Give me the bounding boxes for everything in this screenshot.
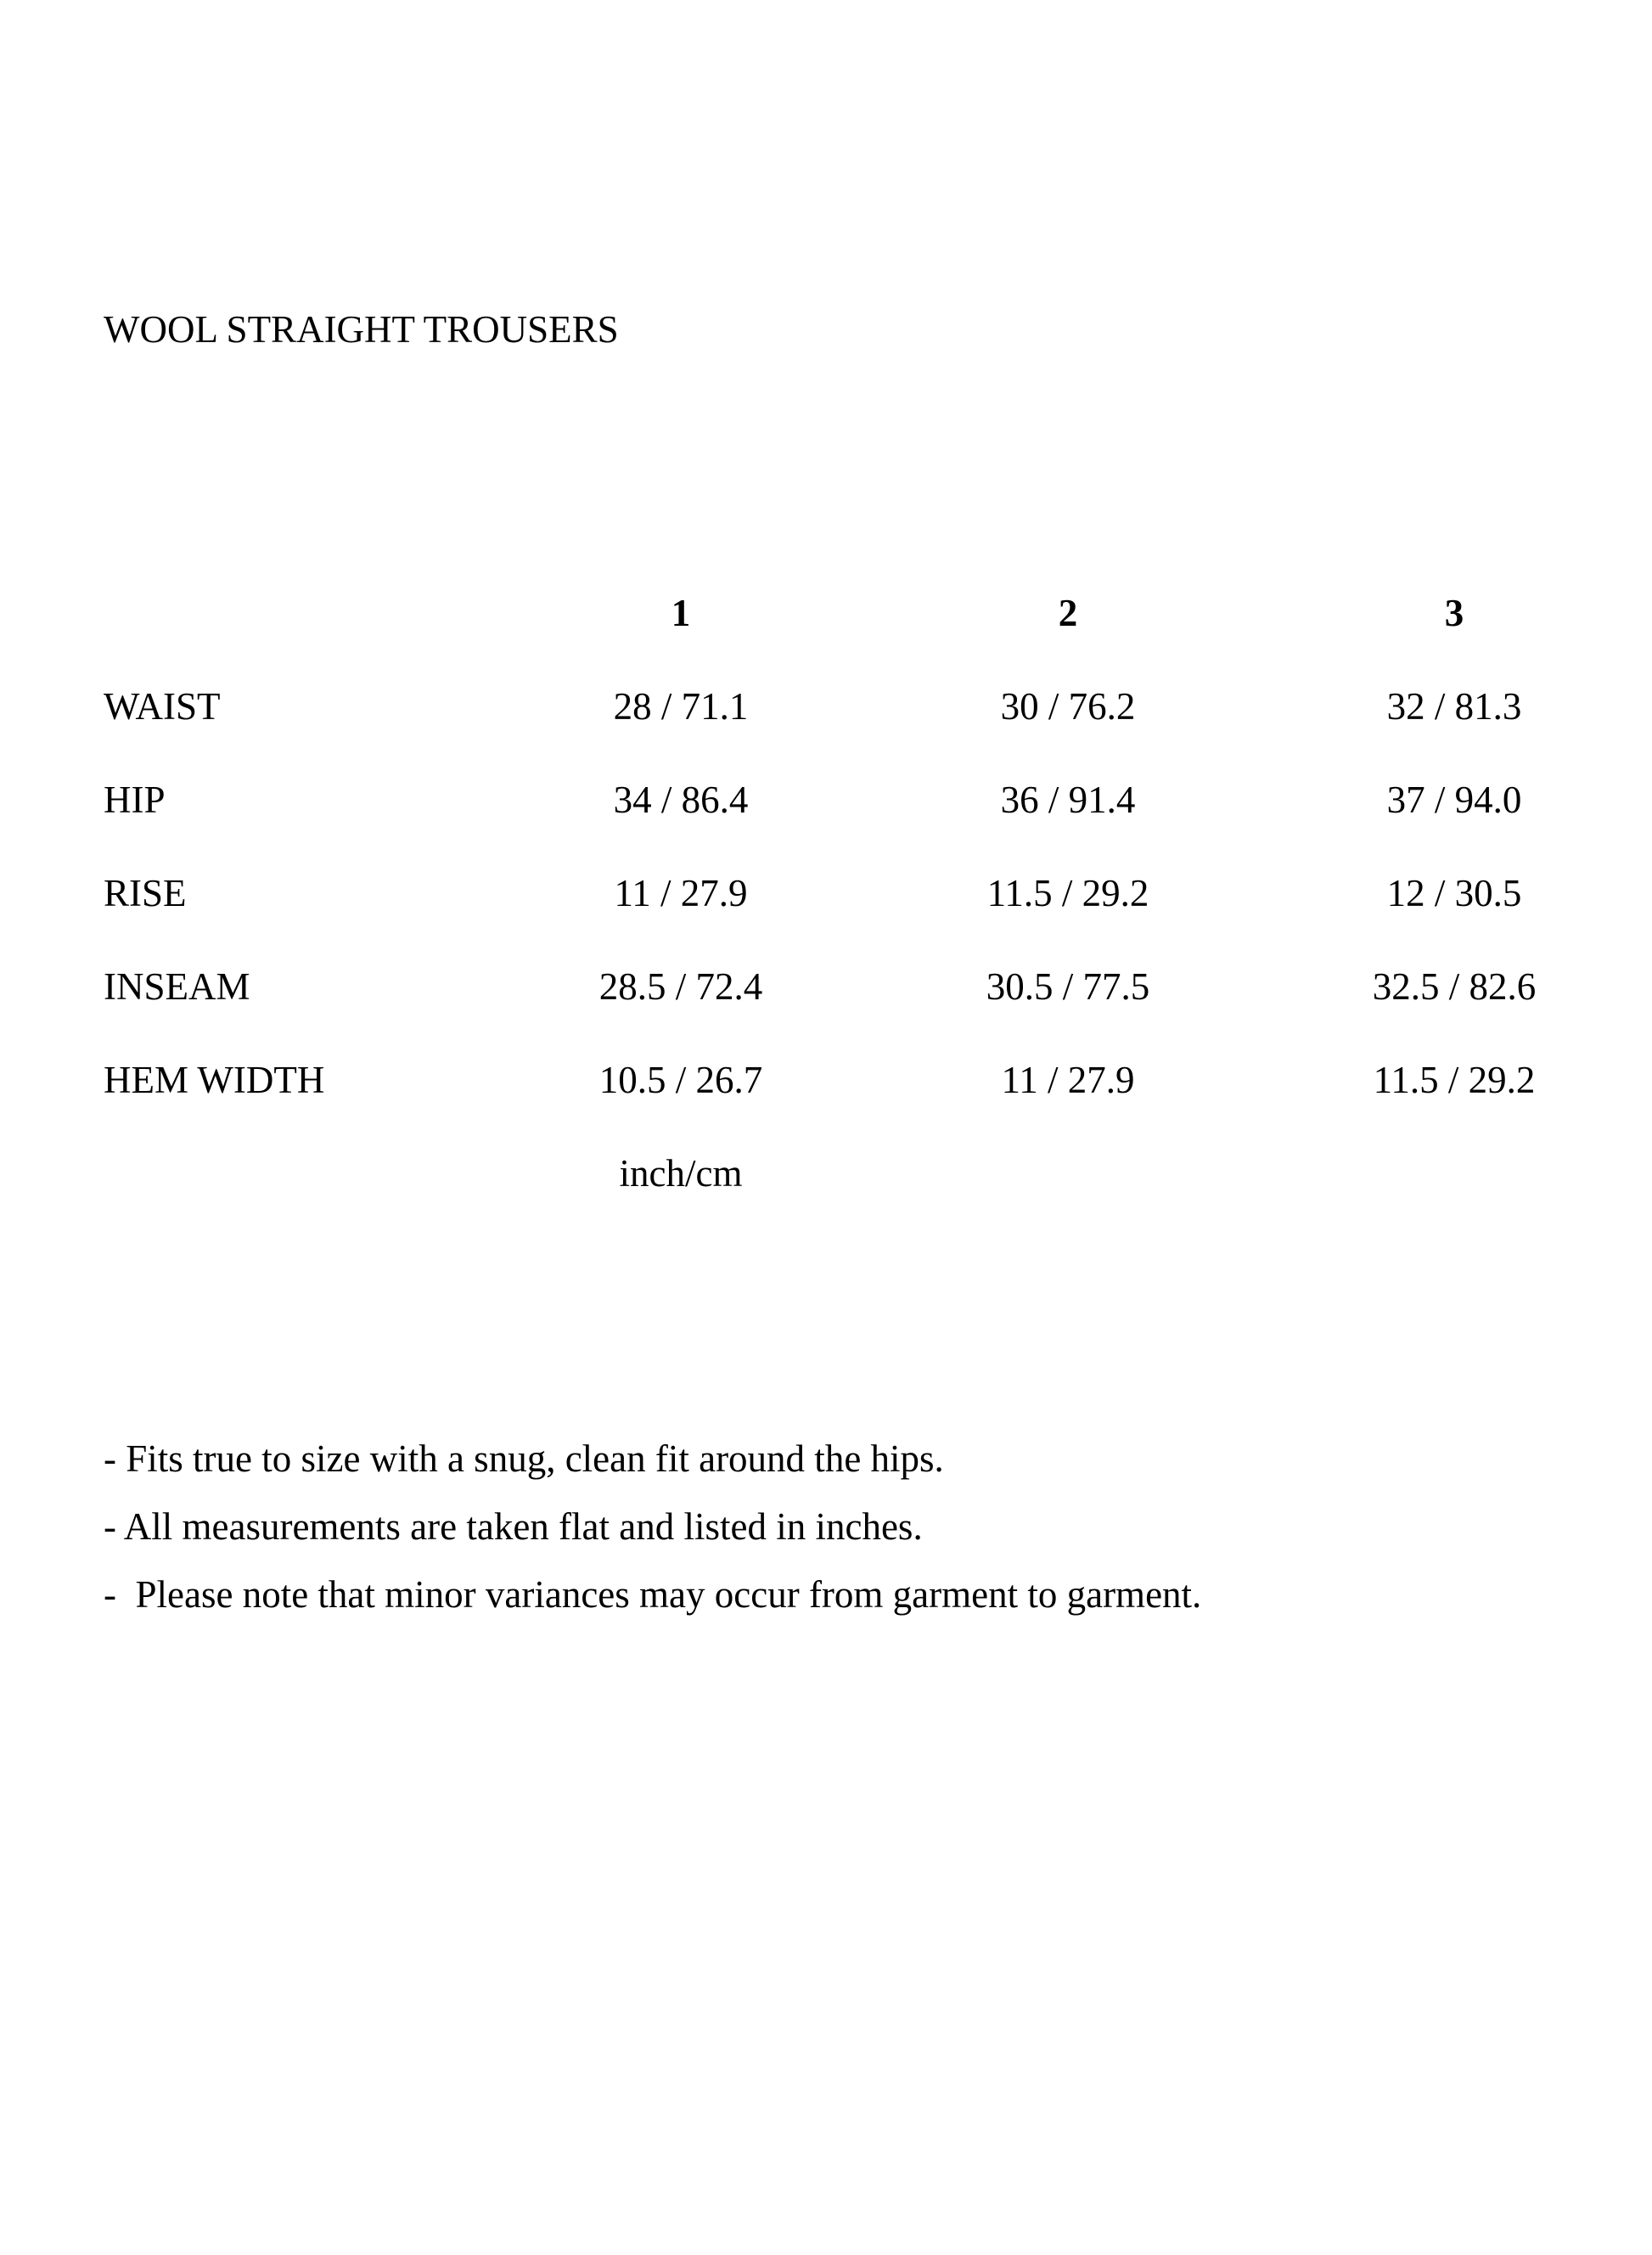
unit-label: inch/cm xyxy=(619,1152,743,1195)
table-cell: 11.5 / 29.2 xyxy=(1373,1059,1536,1101)
table-row-waist xyxy=(0,681,1652,732)
row-label-rise: RISE xyxy=(104,872,187,914)
row-label-hem-width: HEM WIDTH xyxy=(104,1059,325,1101)
table-cell: 30.5 / 77.5 xyxy=(986,965,1150,1008)
table-row-inseam xyxy=(0,961,1652,1012)
table-cell: 34 / 86.4 xyxy=(613,779,749,821)
table-row-hem-width xyxy=(0,1054,1652,1105)
table-cell: 12 / 30.5 xyxy=(1386,872,1522,914)
table-cell: 10.5 / 26.7 xyxy=(598,1059,763,1101)
note-fit: - Fits true to size with a snug, clean fit around the hips. xyxy=(104,1437,944,1480)
unit-row xyxy=(0,1148,1652,1199)
table-row-hip xyxy=(0,774,1652,825)
table-cell: 11 / 27.9 xyxy=(614,872,748,914)
table-cell: 32 / 81.3 xyxy=(1386,685,1522,728)
table-cell: 11.5 / 29.2 xyxy=(986,872,1149,914)
size-header-3: 3 xyxy=(1444,592,1464,634)
row-label-inseam: INSEAM xyxy=(104,965,250,1008)
table-cell: 37 / 94.0 xyxy=(1386,779,1522,821)
table-cell: 28 / 71.1 xyxy=(613,685,749,728)
table-cell: 28.5 / 72.4 xyxy=(598,965,763,1008)
table-cell: 30 / 76.2 xyxy=(1000,685,1136,728)
note-variance: - Please note that minor variances may occur from garment to garment. xyxy=(104,1573,1202,1616)
table-cell: 11 / 27.9 xyxy=(1001,1059,1135,1101)
size-header-2: 2 xyxy=(1058,592,1078,634)
page-title: WOOL STRAIGHT TROUSERS xyxy=(104,308,619,351)
fit-notes xyxy=(104,1433,1547,1637)
table-cell: 32.5 / 82.6 xyxy=(1372,965,1537,1008)
size-header-row xyxy=(0,588,1652,638)
table-cell: 36 / 91.4 xyxy=(1000,779,1136,821)
size-header-1: 1 xyxy=(671,592,691,634)
table-row-rise xyxy=(0,868,1652,919)
row-label-hip: HIP xyxy=(104,779,166,821)
row-label-waist: WAIST xyxy=(104,685,221,728)
note-measurements: - All measurements are taken flat and listed in inches. xyxy=(104,1505,923,1548)
